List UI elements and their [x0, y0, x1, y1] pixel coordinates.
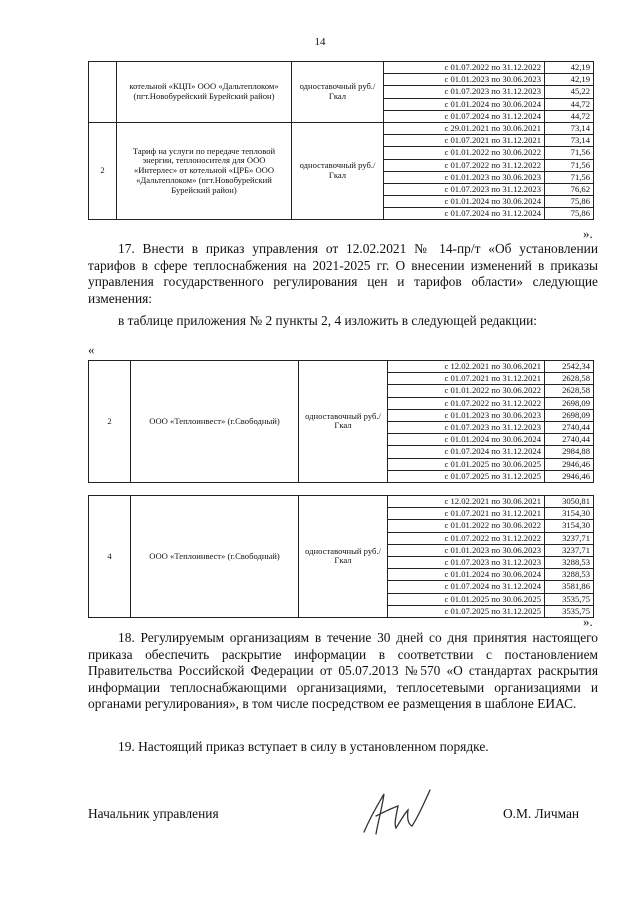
- tariff-period-row: [388, 385, 593, 397]
- signatory-name: О.М. Личман: [503, 806, 580, 821]
- tariff-table-item-2: [88, 360, 594, 483]
- tariff-periods: [388, 361, 594, 483]
- organization-name: ООО «Теплоинвест» (г.Свободный): [131, 361, 299, 483]
- period-cell: с 01.01.2025 по 30.06.2025: [388, 458, 545, 470]
- table-row: [89, 62, 594, 123]
- period-cell: с 01.07.2024 по 31.12.2024: [384, 208, 545, 220]
- tariff-value-cell: 2740,44: [545, 421, 594, 433]
- period-cell: с 01.01.2023 по 30.06.2023: [388, 544, 545, 556]
- tariff-value-cell: 2740,44: [545, 434, 594, 446]
- tariff-value-cell: 71,56: [545, 171, 594, 183]
- tariff-unit: одноставочный руб./Гкал: [299, 496, 388, 618]
- period-cell: с 01.07.2022 по 31.12.2022: [388, 397, 545, 409]
- tariff-period-row: [388, 532, 593, 544]
- tariff-unit: одноставочный руб./Гкал: [299, 361, 388, 483]
- tariff-value-cell: 3288,53: [545, 569, 594, 581]
- table-row: [89, 496, 594, 618]
- tariff-period-row: [384, 135, 593, 147]
- tariff-table-item-4: [88, 495, 594, 618]
- tariff-period-row: [388, 397, 593, 409]
- tariff-period-row: [388, 581, 593, 593]
- tariff-value-cell: 73,14: [545, 135, 594, 147]
- tariff-value-cell: 2946,46: [545, 458, 594, 470]
- period-cell: с 01.07.2022 по 31.12.2022: [388, 532, 545, 544]
- tariff-period-row: [388, 409, 593, 421]
- period-cell: с 12.02.2021 по 30.06.2021: [388, 361, 545, 373]
- tariff-value-cell: 75,86: [570, 208, 590, 219]
- signatory-title: Начальник управления: [88, 806, 219, 821]
- handwritten-signature: [352, 782, 442, 842]
- tariff-value-cell: 2628,58: [545, 385, 594, 397]
- period-cell: с 01.07.2024 по 31.12.2024: [388, 581, 545, 593]
- tariff-period-row: [388, 569, 593, 581]
- tariff-value-cell: 2984,88: [545, 446, 594, 458]
- paragraph-17-item: в таблице приложения № 2 пункты 2, 4 изложить в следующей редакции:: [118, 313, 538, 328]
- tariff-period-row: [388, 373, 593, 385]
- period-cell: с 01.01.2025 по 30.06.2025: [388, 593, 545, 605]
- tariff-period-row: [388, 544, 593, 556]
- tariff-period-row: [388, 446, 593, 458]
- tariff-value-cell: 71,56: [545, 159, 594, 171]
- period-cell: с 01.07.2022 по 31.12.2022: [384, 62, 545, 74]
- tariff-period-row: [388, 605, 593, 617]
- table1-closing-quote: ».: [583, 226, 593, 241]
- tariff-value-cell: 75,86: [545, 196, 594, 208]
- period-cell: с 01.07.2024 по 31.12.2024: [384, 110, 545, 122]
- tariff-period-row: [388, 593, 593, 605]
- tariff-value-cell: 2698,09: [545, 409, 594, 421]
- row-number: 2: [89, 122, 117, 220]
- period-cell: с 01.01.2022 по 30.06.2022: [384, 147, 545, 159]
- tariff-value-cell: 2542,34: [545, 361, 594, 373]
- tariff-period-row: [384, 98, 593, 110]
- period-cell: с 01.07.2023 по 31.12.2023: [384, 86, 545, 98]
- table3-closing-quote: ».: [583, 614, 593, 629]
- period-cell: с 12.02.2021 по 30.06.2021: [388, 496, 545, 508]
- tariff-period-row: [388, 421, 593, 433]
- period-cell: с 01.01.2024 по 30.06.2024: [388, 434, 545, 446]
- paragraph-17: 17. Внести в приказ управления от 12.02.2021 № 14-пр/т «Об установлении тарифов в сфере теплоснабжения на 2021-2025 гг. О внесении изменений в приказы управления государственного регулирования цен и тарифов области» следующие изменения:: [88, 241, 598, 306]
- tariff-periods: [384, 62, 594, 123]
- table-row: [89, 122, 594, 220]
- tariff-value-cell: 3154,30: [545, 520, 594, 532]
- tariff-value-cell: 45,22: [545, 86, 594, 98]
- period-cell: с 01.01.2022 по 30.06.2022: [388, 520, 545, 532]
- period-cell: с 29.01.2021 по 30.06.2021: [384, 123, 545, 135]
- period-cell: с 01.07.2024 по 31.12.2024: [388, 446, 545, 458]
- tariff-value-cell: 3288,53: [545, 556, 594, 568]
- tariff-value-cell: 44,72: [570, 110, 590, 121]
- organization-name: котельной «КЦП» ООО «Дальтеплоком» (пгт.Новобурейский Бурейский район): [117, 62, 292, 123]
- period-cell: с 01.07.2021 по 31.12.2021: [388, 508, 545, 520]
- tariff-period-row: [384, 171, 593, 183]
- table-row: [89, 361, 594, 483]
- period-cell: с 01.07.2023 по 31.12.2023: [384, 183, 545, 195]
- tariff-value-cell: 3581,86: [545, 581, 594, 593]
- tariff-value-cell: 73,14: [545, 123, 594, 135]
- tariff-period-row: [384, 86, 593, 98]
- tariff-period-row: [388, 361, 593, 373]
- tariff-unit: одноставочный руб./Гкал: [292, 62, 384, 123]
- period-cell: с 01.07.2023 по 31.12.2023: [388, 556, 545, 568]
- period-cell: с 01.07.2023 по 31.12.2023: [388, 421, 545, 433]
- tariff-value-cell: 3050,81: [545, 496, 594, 508]
- tariff-period-row: [384, 196, 593, 208]
- tariff-value-cell: 2946,46: [562, 470, 590, 481]
- tariff-period-row: [384, 183, 593, 195]
- tariff-value-cell: 2698,09: [545, 397, 594, 409]
- tariff-value-cell: 3535,75: [562, 605, 590, 616]
- tariff-period-row: [388, 434, 593, 446]
- row-number: 2: [89, 361, 131, 483]
- tariff-period-row: [384, 147, 593, 159]
- table2-opening-quote: «: [88, 342, 95, 357]
- period-cell: с 01.01.2022 по 30.06.2022: [388, 385, 545, 397]
- period-cell: с 01.01.2023 по 30.06.2023: [384, 74, 545, 86]
- period-cell: с 01.01.2023 по 30.06.2023: [384, 171, 545, 183]
- period-cell: с 01.01.2024 по 30.06.2024: [388, 569, 545, 581]
- tariff-value-cell: 3535,75: [545, 593, 594, 605]
- tariff-value-cell: 3237,71: [545, 544, 594, 556]
- tariff-period-row: [384, 123, 593, 135]
- tariff-period-row: [388, 458, 593, 470]
- period-cell: с 01.07.2021 по 31.12.2021: [384, 135, 545, 147]
- period-cell: с 01.07.2025 по 31.12.2025: [388, 605, 545, 617]
- period-cell: с 01.07.2021 по 31.12.2021: [388, 373, 545, 385]
- paragraph-19: 19. Настоящий приказ вступает в силу в установленном порядке.: [118, 739, 489, 754]
- period-cell: с 01.01.2024 по 30.06.2024: [384, 98, 545, 110]
- tariff-period-row: [388, 508, 593, 520]
- tariff-value-cell: 76,62: [545, 183, 594, 195]
- tariff-period-row: [388, 496, 593, 508]
- tariff-value-cell: 44,72: [545, 98, 594, 110]
- tariff-period-row: [384, 208, 593, 220]
- tariff-period-row: [388, 470, 593, 482]
- tariff-value-cell: 71,56: [545, 147, 594, 159]
- tariff-period-row: [388, 520, 593, 532]
- row-number: 4: [89, 496, 131, 618]
- row-number: [89, 62, 117, 123]
- tariff-period-row: [384, 110, 593, 122]
- tariff-periods: [384, 122, 594, 220]
- period-cell: с 01.07.2022 по 31.12.2022: [384, 159, 545, 171]
- tariff-value-cell: 42,19: [545, 74, 594, 86]
- tariff-value-cell: 2628,58: [545, 373, 594, 385]
- period-cell: с 01.07.2025 по 31.12.2025: [388, 470, 545, 482]
- period-cell: с 01.01.2024 по 30.06.2024: [384, 196, 545, 208]
- tariff-period-row: [384, 62, 593, 74]
- tariff-table-continuation: [88, 61, 594, 220]
- period-cell: с 01.01.2023 по 30.06.2023: [388, 409, 545, 421]
- organization-name: ООО «Теплоинвест» (г.Свободный): [131, 496, 299, 618]
- tariff-periods: [388, 496, 594, 618]
- tariff-period-row: [388, 556, 593, 568]
- paragraph-18: 18. Регулируемым организациям в течение 30 дней со дня принятия настоящего приказа обеспечить раскрытие информации в соответствии с постановлением Правительства Российской Федерации от 05.07.2013 №570 «О стандартах раскрытия информации теплоснабжающими организациями, теплосетевыми организациями и органами регулирования», в том числе посредством ее размещения в шаблоне ЕИАС.: [88, 630, 598, 712]
- tariff-value-cell: 3154,30: [545, 508, 594, 520]
- tariff-value-cell: 3237,71: [545, 532, 594, 544]
- tariff-value-cell: 42,19: [545, 62, 594, 74]
- page-number: 14: [314, 36, 326, 48]
- tariff-period-row: [384, 159, 593, 171]
- tariff-unit: одноставочный руб./Гкал: [292, 122, 384, 220]
- tariff-period-row: [384, 74, 593, 86]
- organization-name: Тариф на услуги по передаче тепловой энергии, теплоносителя для ООО «Интерлес» от котельной «ЦРБ» ООО «Дальтеплоком» (пгт.Новобурейский Бурейский район): [117, 122, 292, 220]
